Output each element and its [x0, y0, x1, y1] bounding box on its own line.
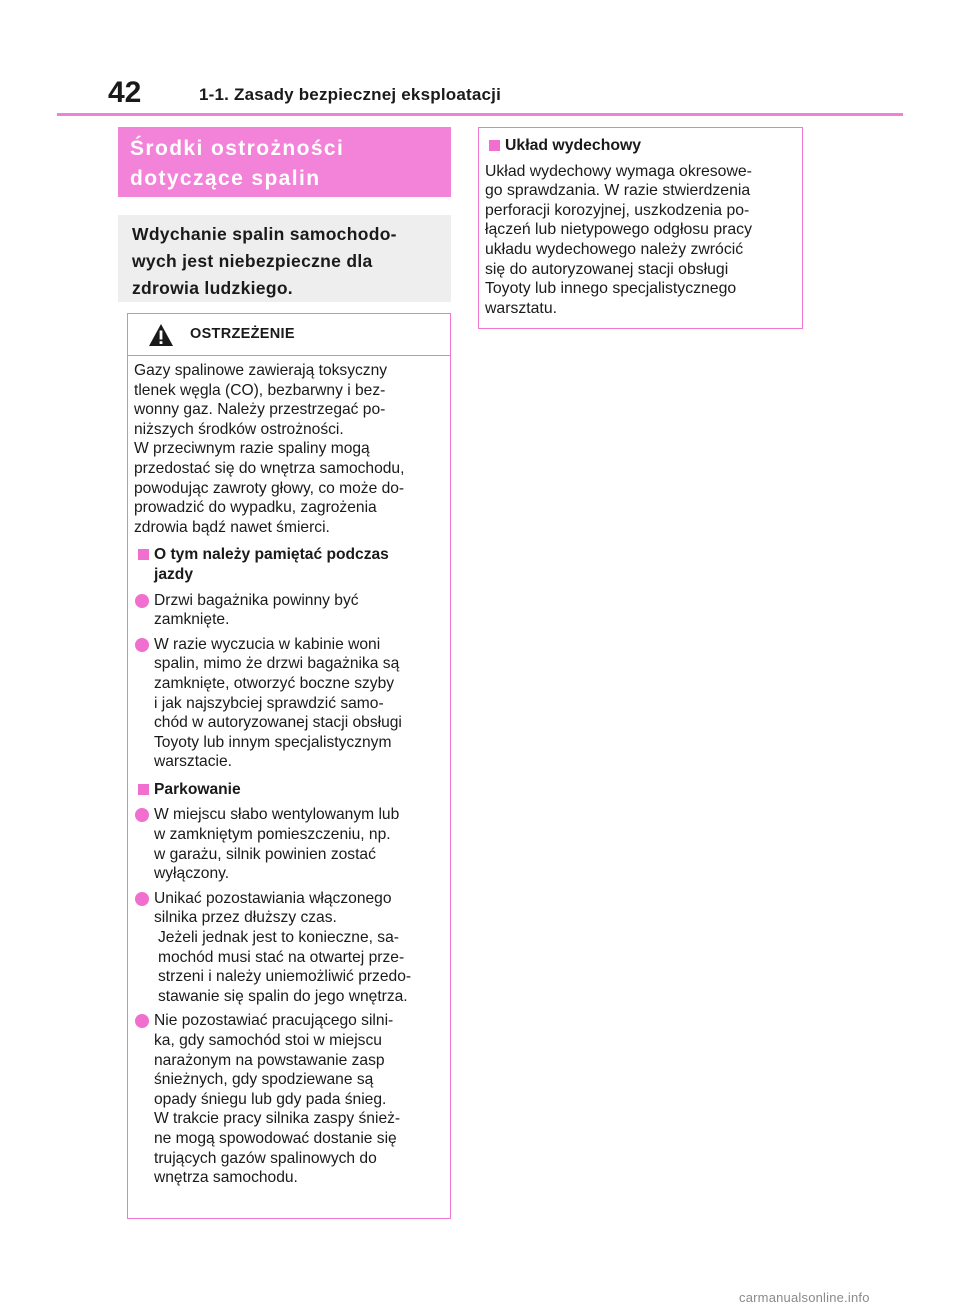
circle-bullet-icon: [135, 808, 149, 822]
exhaust-box: [478, 127, 803, 329]
text-line: Gazy spalinowe zawierają toksyczny: [134, 362, 388, 379]
subsection-heading: [134, 545, 450, 584]
text-line: wnętrza samochodu.: [154, 1169, 298, 1187]
text-line: Jeżeli jednak jest to konieczne, sa-: [158, 929, 399, 947]
text-line: silnika przez dłuższy czas.: [154, 909, 337, 927]
square-bullet-icon: [489, 140, 500, 151]
chapter-title: 1-1. Zasady bezpiecznej eksploatacji: [199, 85, 501, 104]
subsection-heading: [134, 780, 450, 800]
text-line: O tym należy pamiętać podczas: [154, 546, 389, 564]
text-line: mochód musi stać na otwartej prze-: [158, 948, 405, 966]
text-line: wonny gaz. Należy przestrzegać po-: [134, 401, 386, 419]
text-line: zamknięte.: [154, 611, 230, 629]
text-line: jazdy: [154, 565, 193, 583]
intro-line: wych jest niebezpieczne dla: [132, 251, 373, 271]
text-line: i jak najszybciej sprawdzić samo-: [154, 694, 384, 712]
text-line: w garażu, silnik powinien zostać: [154, 845, 376, 863]
text-line: narażonym na powstawanie zasp: [154, 1051, 385, 1069]
text-line: śnieżnych, gdy spodziewane są: [154, 1071, 374, 1089]
text-line: trujących gazów spalinowych do: [154, 1149, 377, 1167]
circle-bullet-icon: [135, 892, 149, 906]
text-line: tlenek węgla (CO), bezbarwny i bez-: [134, 381, 386, 399]
text-line: opady śniegu lub gdy pada śnieg.: [154, 1090, 387, 1108]
text-line: Parkowanie: [154, 780, 241, 798]
text-line: Toyoty lub innego specjalistycznego: [485, 280, 737, 298]
text-line: zamknięte, otworzyć boczne szyby: [154, 674, 395, 692]
warning-body: [128, 356, 450, 1188]
text-line: powodując zawroty głowy, co może do-: [134, 479, 405, 497]
square-bullet-icon: [138, 784, 149, 795]
warning-box: [127, 313, 451, 1219]
text-line: stawanie się spalin do jego wnętrza.: [158, 987, 408, 1005]
section-title-line: dotyczące spalin: [130, 167, 321, 190]
text-line: zdrowia bądź nawet śmierci.: [134, 518, 330, 536]
section-title-line: Środki ostrożności: [130, 137, 345, 160]
exhaust-heading-text: Układ wydechowy: [505, 137, 642, 154]
text-line: w zamkniętym pomieszczeniu, np.: [154, 826, 391, 844]
section-title-box: [118, 127, 451, 197]
bullet-item: [134, 805, 450, 883]
warning-title: OSTRZEŻENIE: [190, 326, 295, 342]
bullet-item: [134, 591, 450, 630]
text-line: wyłączony.: [154, 865, 230, 883]
circle-bullet-icon: [135, 638, 149, 652]
square-bullet-icon: [138, 549, 149, 560]
text-line: niższych środków ostrożności.: [134, 420, 344, 438]
text-line: chód w autoryzowanej stacji obsługi: [154, 714, 402, 732]
text-line: prowadzić do wypadku, zagrożenia: [134, 499, 377, 517]
text-line: ka, gdy samochód stoi w miejscu: [154, 1032, 382, 1049]
bullet-item: [134, 635, 450, 772]
text-line: W razie wyczucia w kabinie woni: [154, 635, 381, 653]
text-line: strzeni i należy uniemożliwić przedo-: [158, 968, 412, 986]
text-line: Toyoty lub innym specjalistycznym: [154, 733, 392, 751]
bullet-item: [134, 1011, 450, 1187]
text-line: przedostać się do wnętrza samochodu,: [134, 459, 405, 477]
intro-line: Wdychanie spalin samochodo-: [132, 224, 397, 244]
text-line: ne mogą spowodować dostanie się: [154, 1129, 397, 1147]
text-line: warsztatu.: [485, 299, 557, 317]
text-line: warsztacie.: [154, 753, 232, 771]
exhaust-paragraph: [485, 162, 802, 319]
text-line: Nie pozostawiać pracującego silni-: [154, 1012, 394, 1030]
text-line: W trakcie pracy silnika zaspy śnież-: [154, 1110, 401, 1128]
bullet-item: [134, 889, 450, 1007]
text-line: W miejscu słabo wentylowanym lub: [154, 806, 400, 824]
warning-header: [128, 314, 450, 356]
text-line: Drzwi bagażnika powinny być: [154, 591, 359, 609]
text-line: układu wydechowego należy zwrócić: [485, 240, 744, 258]
watermark: carmanualsonline.info: [739, 1290, 870, 1305]
text-line: go sprawdzania. W razie stwierdzenia: [485, 182, 751, 200]
circle-bullet-icon: [135, 594, 149, 608]
page-header: [0, 0, 960, 120]
intro-box: [118, 215, 451, 302]
warning-sections: [134, 545, 450, 1187]
text-line: się do autoryzowanej stacji obsługi: [485, 260, 729, 278]
header-divider: [57, 113, 903, 116]
page-number: 42: [108, 76, 142, 109]
intro-line: zdrowia ludzkiego.: [132, 278, 293, 298]
text-line: W przeciwnym razie spaliny mogą: [134, 440, 370, 458]
text-line: Unikać pozostawiania włączonego: [154, 889, 392, 907]
text-line: łączeń lub nietypowego odgłosu pracy: [485, 221, 752, 239]
circle-bullet-icon: [135, 1014, 149, 1028]
warning-triangle-icon: [148, 323, 174, 347]
text-line: perforacji korozyjnej, uszkodzenia po-: [485, 201, 750, 219]
warning-paragraph: [134, 361, 450, 537]
text-line: spalin, mimo że drzwi bagażnika są: [154, 655, 400, 673]
text-line: Układ wydechowy wymaga okresowe-: [485, 162, 752, 180]
exhaust-heading: [485, 136, 802, 156]
